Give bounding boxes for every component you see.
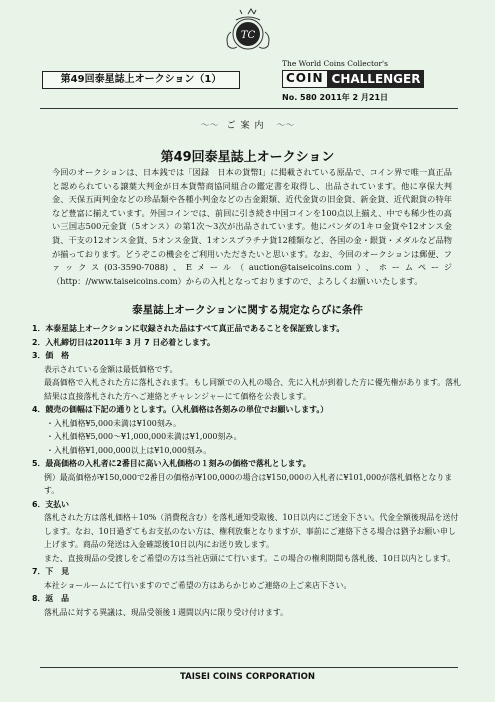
rule-5-example: 例）最高価格が¥150,000で2番目の価格が¥100,000の場合は¥150,000の入札者に¥101,000が落札価格となります。 — [44, 472, 453, 495]
brand-right: CHALLENGER — [328, 70, 425, 88]
brand-logo — [282, 70, 424, 88]
brand-left: COIN — [282, 70, 328, 88]
notice-text: ご案内 — [226, 121, 269, 131]
intro-paragraph: 今回のオークションは、日本銭では「図録 日本の貨幣Ⅰ」に掲載されている原品で、コイン界で唯一真正品と認められている譲葉大判金が日本貨幣商協同組合の鑑定書を取得し、出品されています。他に享保大判金、天保五両判金などの珍品類や各種小判金などの古金銀類、近代金貨の旧金貨、新金貨、近代銀貨の特年など豊富に揃えています。外国コインでは、前回に引き続き中国コインを100点以上揃え、中でも稀少性の高い三国志500元金貨（5オンス）の第1次～3次が出品されています。他にパンダの1キロ金貨や12オンス金貨、干支の12オンス金貨、5オンス金貨、1オンスプラチナ貨12種類など、各国の金・銀貨・メダルなど品物が揃っております。どうぞこの機会をご利用いただきたいと思います。なお、今回のオークションは郵便、ファックス(03-3590-7088)、Eメール（auction@taiseicoins.com）、ホームページ（http：//www.taiseicoins.com）からの入札となっておりますので、よろしくお願いいたします。 — [52, 167, 452, 286]
rule-4-tier-1: ・入札価格¥5,000未満は¥100刻み。 — [46, 418, 181, 428]
taisei-logo-icon — [222, 6, 274, 54]
rules-title: 泰星誌上オークションに関する規定ならびに条件 — [132, 304, 363, 316]
rule-6-text-1: 落札された方は落札価格＋10%（消費税含む）を落札通知受取後、10日以内にご送金下さい。代金全額後現品を送付します。なお、10日過ぎてもお支払のない方は、権利放棄となりますが、事前にご連絡下さる場合は猶予お願い申し上げます。商品の発送は入金確認後10日以内にお送り致します。 — [44, 513, 459, 549]
svg-text:TC: TC — [240, 30, 256, 41]
rules-list — [32, 322, 462, 619]
rule-7-text: 本社ショールームにて行いますのでご希望の方はあらかじめご連絡の上ご来店下さい。 — [44, 580, 352, 590]
rule-4-tier-2: ・入札価格¥5,000～¥1,000,000未満は¥1,000刻み。 — [46, 432, 242, 441]
divider — [40, 108, 458, 109]
rule-3-text-1: 表示されている金額は最低価格です。 — [44, 364, 178, 374]
company-footer: TAISEI COINS CORPORATION — [180, 672, 315, 682]
rule-6-heading: 6．支払い — [32, 499, 70, 509]
rule-6-text-2: また、直接現品の受渡しをご希望の方は当社店頭にて行います。この場合の権利期間も落札後、10日以内とします。 — [44, 553, 456, 563]
rule-5-heading: 5．最高価格の入札者に2番目に高い入札価格の１刻みの価格で落札とします。 — [32, 459, 311, 468]
rule-8-heading: 8．返 品 — [32, 594, 70, 603]
rule-4-heading: 4．競売の価幅は下記の通りとします。（入札価格は各刻みの単位でお願いします。） — [32, 405, 329, 414]
page-title: 第49回泰星誌上オークション — [160, 150, 335, 165]
footer-divider — [40, 667, 458, 668]
rule-1: 1．本泰星誌上オークションに収録された品はすべて真正品であることを保証致します。 — [32, 324, 345, 333]
rule-4-tier-3: ・入札価格¥1,000,000以上は¥10,000刻み。 — [46, 445, 212, 455]
ornament-left-icon: ～〜 — [200, 121, 219, 131]
rule-7-heading: 7．下 見 — [32, 567, 70, 576]
auction-title-box: 第49回泰星誌上オークション（1） — [42, 71, 240, 89]
notice-heading — [0, 118, 495, 131]
rule-3-text-2: 最高価格で入札された方に落札されます。もし同額での入札の場合、先に入札が到着した方に優先権があります。落札結果は直接落札された方へご連絡とチャレンジャーにて価格を公表します。 — [44, 378, 461, 401]
brand-tagline: The World Coins Collector's — [282, 59, 388, 68]
rule-8-text: 落札品に対する異議は、現品受領後１週間以内に限り受け付けます。 — [44, 607, 288, 617]
ornament-right-icon: 〜～ — [276, 121, 295, 131]
rule-2: 2．入札締切日は2011年 3 月 7 日必着とします。 — [32, 337, 215, 347]
issue-number-date: No. 580 2011年 2 月21日 — [282, 93, 389, 102]
rule-3-heading: 3．価 格 — [32, 351, 70, 360]
